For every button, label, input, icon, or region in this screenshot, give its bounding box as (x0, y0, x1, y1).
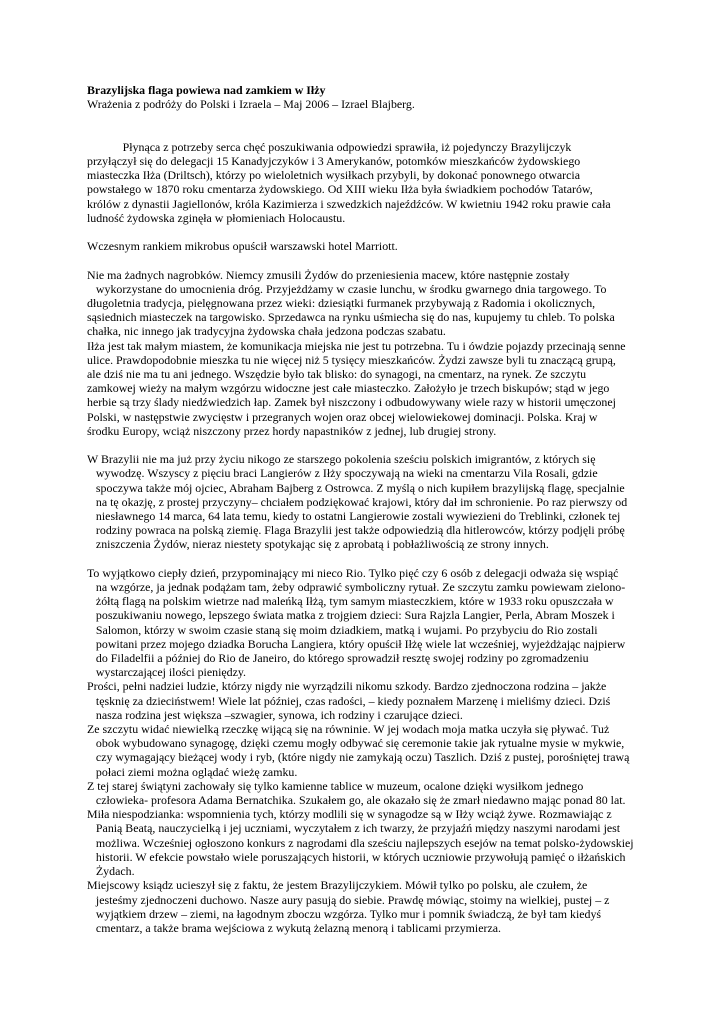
paragraph-intro: Płynąca z potrzeby serca chęć poszukiwania odpowiedzi sprawiła, iż pojedynczy Brazylijczyk przyłączył się do delegacji 15 Kanadyjczyków i 3 Amerykanów, potomków mieszkańców żydowskiego miasteczka Iłża (Driltsch), którzy po wieloletnich wysiłkach przybyli, by dokonać ponownego otwarcia powstałego w 1870 roku cmentarza żydowskiego. Od XIII wieku Iłża była świadkiem pochodów Tatarów, królów z dynastii Jagiellonów, króla Kazimierza i szwedzkich najeźdźców. W kwietniu 1942 roku prawie cała ludność żydowska zginęła w płomieniach Holocaustu. (87, 139, 611, 225)
spacer (87, 225, 640, 239)
document-subtitle: Wrażenia z podróży do Polski i Izraela – Maj 2006 – Izrael Blajberg. (87, 97, 415, 112)
spacer (87, 111, 640, 139)
spacer (87, 552, 640, 566)
paragraph-ilza-town: Nie ma żadnych nagrobków. Niemcy zmusili Żydów do przeniesienia macew, które następnie zostały wykorzystane do umocnienia dróg. Przyjeżdżamy w czasie lunchu, w środku gwarnego dnia targowego. To długoletnia tradycja, pielęgnowana przez wieki: dziesiątki furmanek przybywają z Radomia i okolicznych, sąsiednich miasteczek na targowisko. Sprzedawca na rynku uśmiecha się do nas, kupujemy tu chleb. To polska chałka, nic innego jak tradycyjna żydowska chała jedzona podczas szabatu. Iłża jest tak małym miastem, że komunikacja miejska nie jest tu potrzebna. Tu i ówdzie pojazdy przecinają senne ulice. Prawdopodobnie mieszka tu nie więcej niż 5 tysięcy mieszkańców. Żydzi zawsze byli tu znaczącą grupą, ale dziś nie ma tu ani jednego. Wszędzie było tak blisko: do synagogi, na cmentarz, na rynek. Ze szczytu zamkowej wieży na małym wzgórzu widoczne jest całe miasteczko. Założyło je trzech biskupów; stąd w jego herbie są trzy ślady niedźwiedzich łap. Zamek był niszczony i odbudowywany wiele razy w historii umęczonej Polski, w następstwie zwycięstw i przegranych wojen oraz obcej wielowiekowej dominacji. Polska. Kraj w środku Europy, wciąż niszczony przez hordy napastników z jednej, lub drugiej strony. (87, 267, 626, 438)
paragraph-departure: Wczesnym rankiem mikrobus opuścił warszawski hotel Marriott. (87, 239, 398, 254)
document-content (87, 83, 640, 935)
spacer (87, 438, 640, 452)
paragraph-castle-flag: To wyjątkowo ciepły dzień, przypominający mi nieco Rio. Tylko pięć czy 6 osób z delegacji odważa się wspiąć na wzgórze, ja jednak podążam tam, żeby odprawić symboliczny rytuał. Ze szczytu zamku powiewam zielono- żółtą flagą na polskim wietrze nad maleńką Iłżą, tym samym miasteczkiem, które w 1933 roku opuszczała w poszukiwaniu nowego, lepszego świata matka z trojgiem dzieci: Sura Rajzla Langier, Perla, Abram Moszek i Salomon, którzy w swoim czasie staną się moim dziadkiem, matką i wujami. Po przybyciu do Rio zostali powitani przez mojego dziadka Borucha Langiera, który opuścił Iłżę wiele lat wcześniej, wyjeżdżając najpierw do Filadelfii a później do Rio de Janeiro, do którego sprowadził resztę swojej rodziny po zgromadzeniu wystarczającej ilości pieniędzy. Prości, pełni nadziei ludzie, którzy nigdy nie wyrządzili nikomu szkody. Bardzo zjednoczona rodzina – jakże tęsknię za dzieciństwem! Wiele lat później, czas radości, – kiedy poznałem Marzenę i mieliśmy dzieci. Dziś nasza rodzina jest większa –szwagier, synowa, ich rodziny i czarujące dzieci. Ze szczytu widać niewielką rzeczkę wijącą się na równinie. W jej wodach moja matka uczyła się pływać. Tuż obok wybudowano synagogę, dzięki czemu mogły odbywać się ceremonie takie jak rytualne mysie w mykwie, czy wymagający bieżącej wody i ryb, (które nigdy nie zamykają oczu) Taszlich. Dziś z pustej, porośniętej trawą połaci ziemi można oglądać wieżę zamku. Z tej starej świątyni zachowały się tylko kamienne tablice w muzeum, ocalone dzięki wysiłkom jednego człowieka- profesora Adama Bernatchika. Szukałem go, ale okazało się że zmarł niedawno mając ponad 80 lat. Miła niespodzianka: wspomnienia tych, którzy modlili się w synagodze są w Iłży wciąż żywe. Rozmawiając z Panią Beatą, nauczycielką i jej uczniami, wyczytałem z ich twarzy, że przyjaźń między naszymi narodami jest możliwa. Wcześniej ogłoszono konkurs z nagrodami dla sześciu najlepszych esejów na temat polsko-żydowskiej historii. W efekcie powstało wiele poruszających historii, w których uczniowie przywołują pamięć o iłżańskich Żydach. Miejscowy ksiądz ucieszył się z faktu, że jestem Brazylijczykiem. Mówił tylko po polsku, ale czułem, że jesteśmy zjednoczeni duchowo. Nasze aury pasują do siebie. Prawdę mówiąc, stoimy na wielkiej, pustej – z wyjątkiem drzew – ziemi, na łagodnym zboczu wzgórza. Tylko mur i pomnik świadczą, że był tam kiedyś cmentarz, a także brama wejściowa z wykutą żelazną menorą i tablicami przymierza. (87, 565, 634, 935)
document-title: Brazylijska flaga powiewa nad zamkiem w Iłży (87, 83, 326, 97)
paragraph-brazil-family: W Brazylii nie ma już przy życiu nikogo ze starszego pokolenia sześciu polskich imigrantów, z których się wywodzę. Wszyscy z pięciu braci Langierów z Iłży spoczywają na wieki na cmentarzu Vila Rosali, gdzie spoczywa także mój ojciec, Abraham Bajberg z Ostrowca. Z myślą o nich kupiłem brazylijską flagę, specjalnie na tę okazję, z prostej przyczyny– chciałem podziękować krajowi, który dał im schronienie. Po raz pierwszy od niesławnego 14 marca, 64 lata temu, kiedy to ostatni Langierowie zostali wywiezieni do Treblinki, członek tej rodziny powraca na polską ziemię. Flaga Brazylii jest także odpowiedzią dla hitlerowców, którzy podjęli próbę zniszczenia Żydów, nieraz niestety spotykając się z aprobatą i pobłażliwością ze strony innych. (87, 452, 628, 552)
spacer (87, 253, 640, 267)
